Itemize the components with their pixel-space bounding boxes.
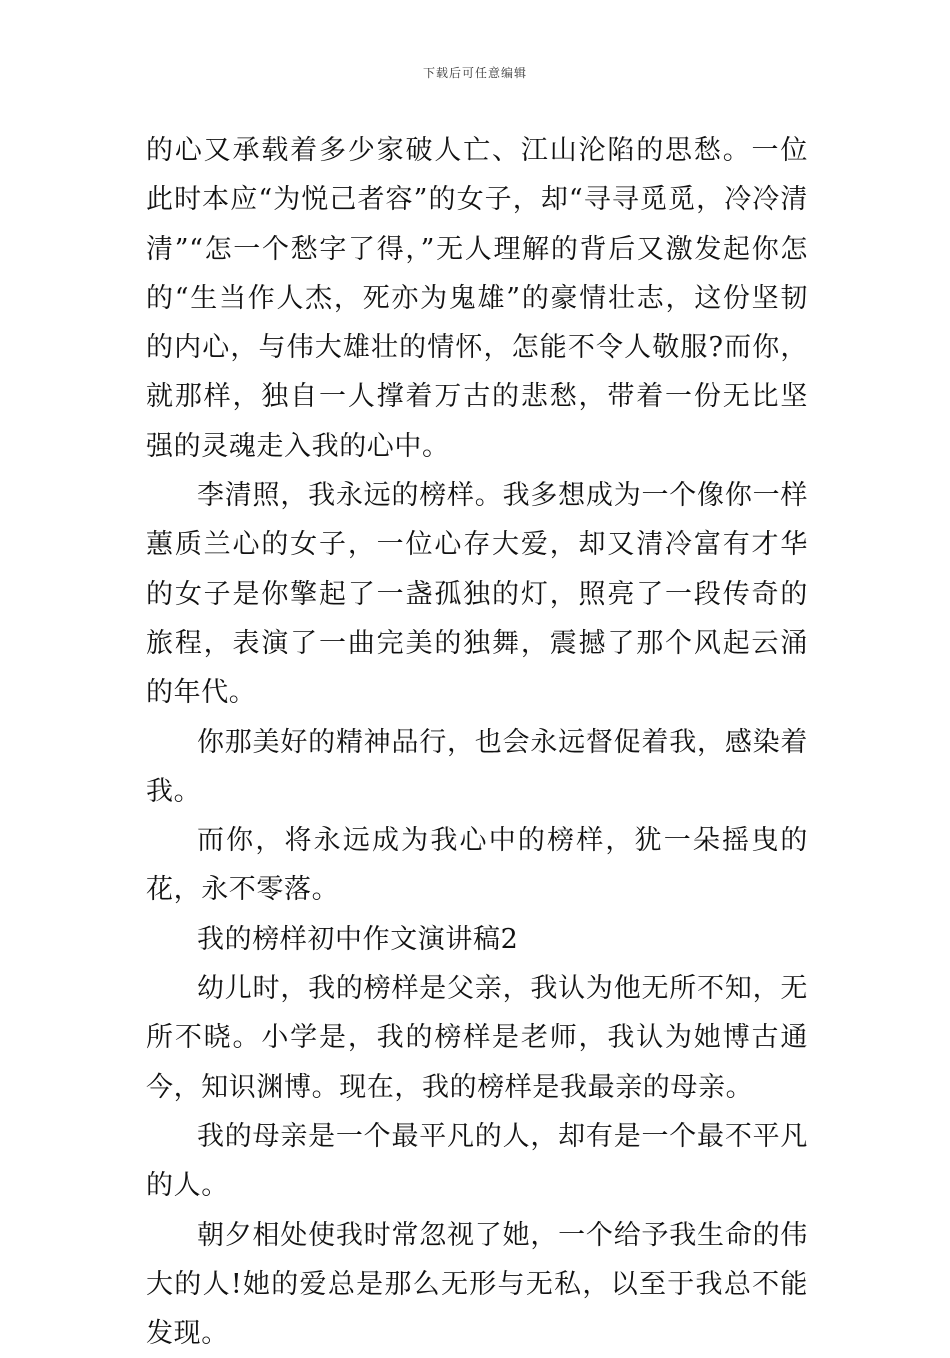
paragraph: 李清照，我永远的榜样。我多想成为一个像你一样蕙质兰心的女子，一位心存大爱，却又清冷富有才华的女子是你擎起了一盏孤独的灯，照亮了一段传奇的旅程，表演了一曲完美的独舞，震撼了那个风起云涌的年代。 <box>146 480 808 709</box>
paragraph-continued: 的心又承载着多少家破人亡、江山沦陷的思愁。一位此时本应“为悦己者容”的女子，却“寻寻觅觅，冷冷清清”“怎一个愁字了得，”无人理解的背后又激发起你怎的“生当作人杰，死亦为鬼雄”的豪情壮志，这份坚韧的内心，与伟大雄壮的情怀，怎能不令人敬服?而你，就那样，独自一人撑着万古的悲愁，带着一份无比坚强的灵魂走入我的心中。 <box>146 135 808 462</box>
paragraph: 你那美好的精神品行，也会永远督促着我，感染着我。 <box>146 726 808 807</box>
paragraph: 幼儿时，我的榜样是父亲，我认为他无所不知，无所不晓。小学是，我的榜样是老师，我认为她博古通今，知识渊博。现在，我的榜样是我最亲的母亲。 <box>146 973 808 1103</box>
paragraph: 我的母亲是一个最平凡的人，却有是一个最不平凡的人。 <box>146 1120 808 1202</box>
paragraph: 而你，将永远成为我心中的榜样，犹一朵摇曳的花，永不零落。 <box>146 825 808 906</box>
paragraph: 朝夕相处使我时常忽视了她，一个给予我生命的伟大的人!她的爱总是那么无形与无私，以至于我总不能发现。 <box>146 1219 808 1350</box>
section-title: 我的榜样初中作文演讲稿2 <box>197 923 519 955</box>
document-body <box>146 126 808 1358</box>
header-note: 下载后可任意编辑 <box>422 66 527 80</box>
